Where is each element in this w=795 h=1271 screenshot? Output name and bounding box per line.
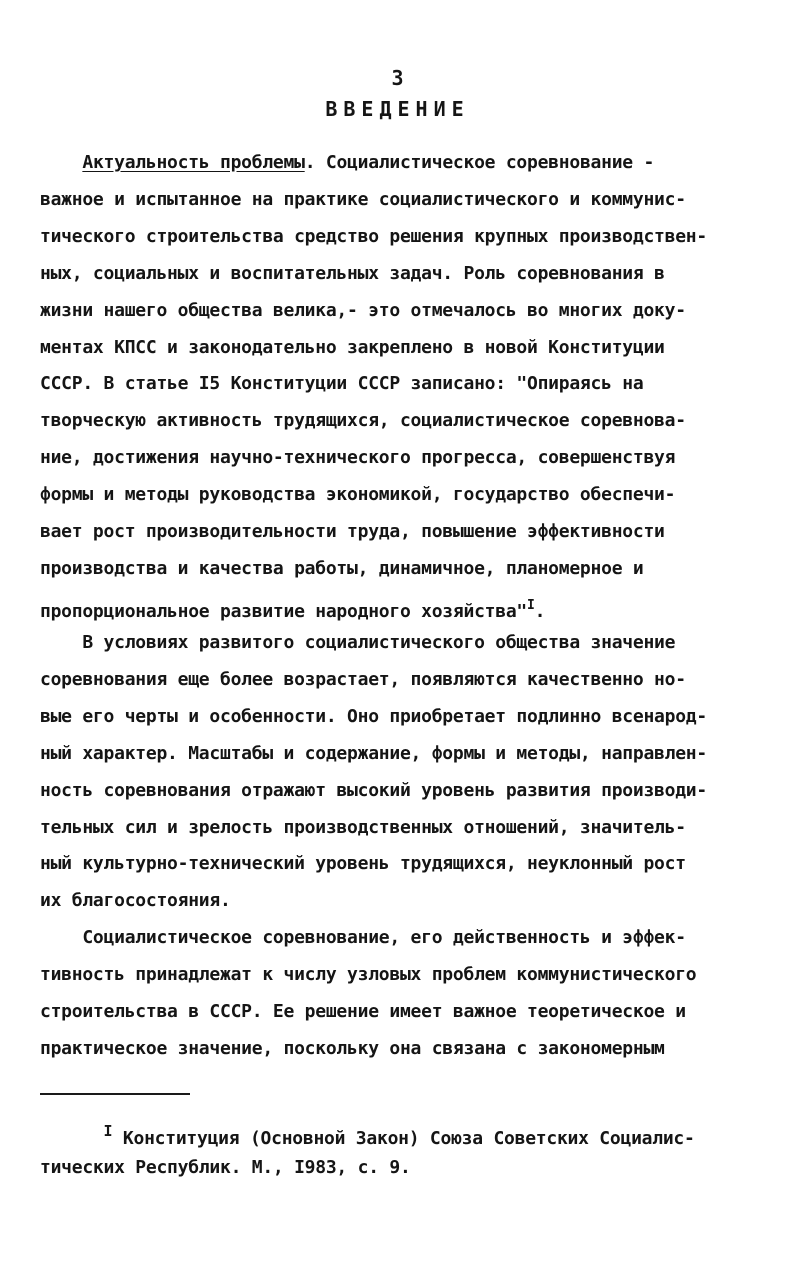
footnote-text-1: Конституция (Основной Закон) Союза Советских Социалис- bbox=[112, 1128, 695, 1149]
paragraph-2-line-8: их благосостояния. bbox=[40, 890, 231, 911]
paragraph-2-line-6: тельных сил и зрелость производственных отношений, значитель- bbox=[40, 817, 686, 838]
paragraph-1-line-1-rest: . Социалистическое соревнование - bbox=[304, 152, 655, 173]
paragraph-1-line-9: ние, достижения научно-технического прогресса, совершенствуя bbox=[40, 447, 676, 468]
paragraph-2-line-3: вые его черты и особенности. Оно приобретает подлинно всенарод- bbox=[40, 706, 707, 727]
paragraph-1-line-13 bbox=[40, 595, 545, 623]
paragraph-1-line-8: творческую активность трудящихся, социалистическое соревнова- bbox=[40, 410, 686, 431]
paragraph-2-line-4: ный характер. Масштабы и содержание, формы и методы, направлен- bbox=[40, 743, 707, 764]
topic-lead: Актуальность проблемы bbox=[82, 152, 305, 173]
paragraph-1-line-2: важное и испытанное на практике социалистического и коммунис- bbox=[40, 189, 686, 210]
page-number: 3 bbox=[391, 66, 404, 90]
paragraph-1-line-1 bbox=[40, 152, 654, 174]
paragraph-1-line-11: вает рост производительности труда, повышение эффективности bbox=[40, 521, 665, 542]
paragraph-2-line-2: соревнования еще более возрастает, появляются качественно но- bbox=[40, 669, 686, 690]
paragraph-2-line-1: В условиях развитого социалистического общества значение bbox=[40, 632, 676, 653]
paragraph-2-line-5: ность соревнования отражают высокий уровень развития производи- bbox=[40, 780, 707, 801]
paragraph-3-line-3: строительства в СССР. Ее решение имеет важное теоретическое и bbox=[40, 1001, 686, 1022]
paragraph-1-end-mark: . bbox=[534, 601, 546, 622]
footnote-divider bbox=[40, 1093, 190, 1095]
paragraph-1-line-6: ментах КПСС и законодательно закреплено в новой Конституции bbox=[40, 337, 665, 358]
paragraph-3-line-1: Социалистическое соревнование, его действенность и эффек- bbox=[40, 927, 686, 948]
footnote-mark: I bbox=[103, 1122, 113, 1140]
paragraph-1-line-3: тического строительства средство решения крупных производствен- bbox=[40, 226, 707, 247]
paragraph-1-line-7: СССР. В статье I5 Конституции СССР записано: "Опираясь на bbox=[40, 373, 644, 394]
section-heading: ВВЕДЕНИЕ bbox=[325, 97, 470, 121]
footnote-reference: I bbox=[527, 598, 535, 613]
paragraph-1-line-12: производства и качества работы, динамичное, планомерное и bbox=[40, 558, 644, 579]
paragraph-3-line-4: практическое значение, поскольку она связана с закономерным bbox=[40, 1038, 665, 1059]
paragraph-2-line-7: ный культурно-технический уровень трудящихся, неуклонный рост bbox=[40, 853, 686, 874]
footnote-line-2: тических Республик. М., I983, с. 9. bbox=[40, 1157, 411, 1178]
paragraph-3-line-2: тивность принадлежат к числу узловых проблем коммунистического bbox=[40, 964, 697, 985]
paragraph-1-line-5: жизни нашего общества велика,- это отмечалось во многих доку- bbox=[40, 300, 686, 321]
paragraph-1-last-text: пропорциональное развитие народного хозяйства" bbox=[40, 601, 527, 622]
paragraph-1-line-10: формы и методы руководства экономикой, государство обеспечи- bbox=[40, 484, 676, 505]
paragraph-1-line-4: ных, социальных и воспитательных задач. Роль соревнования в bbox=[40, 263, 665, 284]
footnote-line-1 bbox=[40, 1120, 695, 1150]
